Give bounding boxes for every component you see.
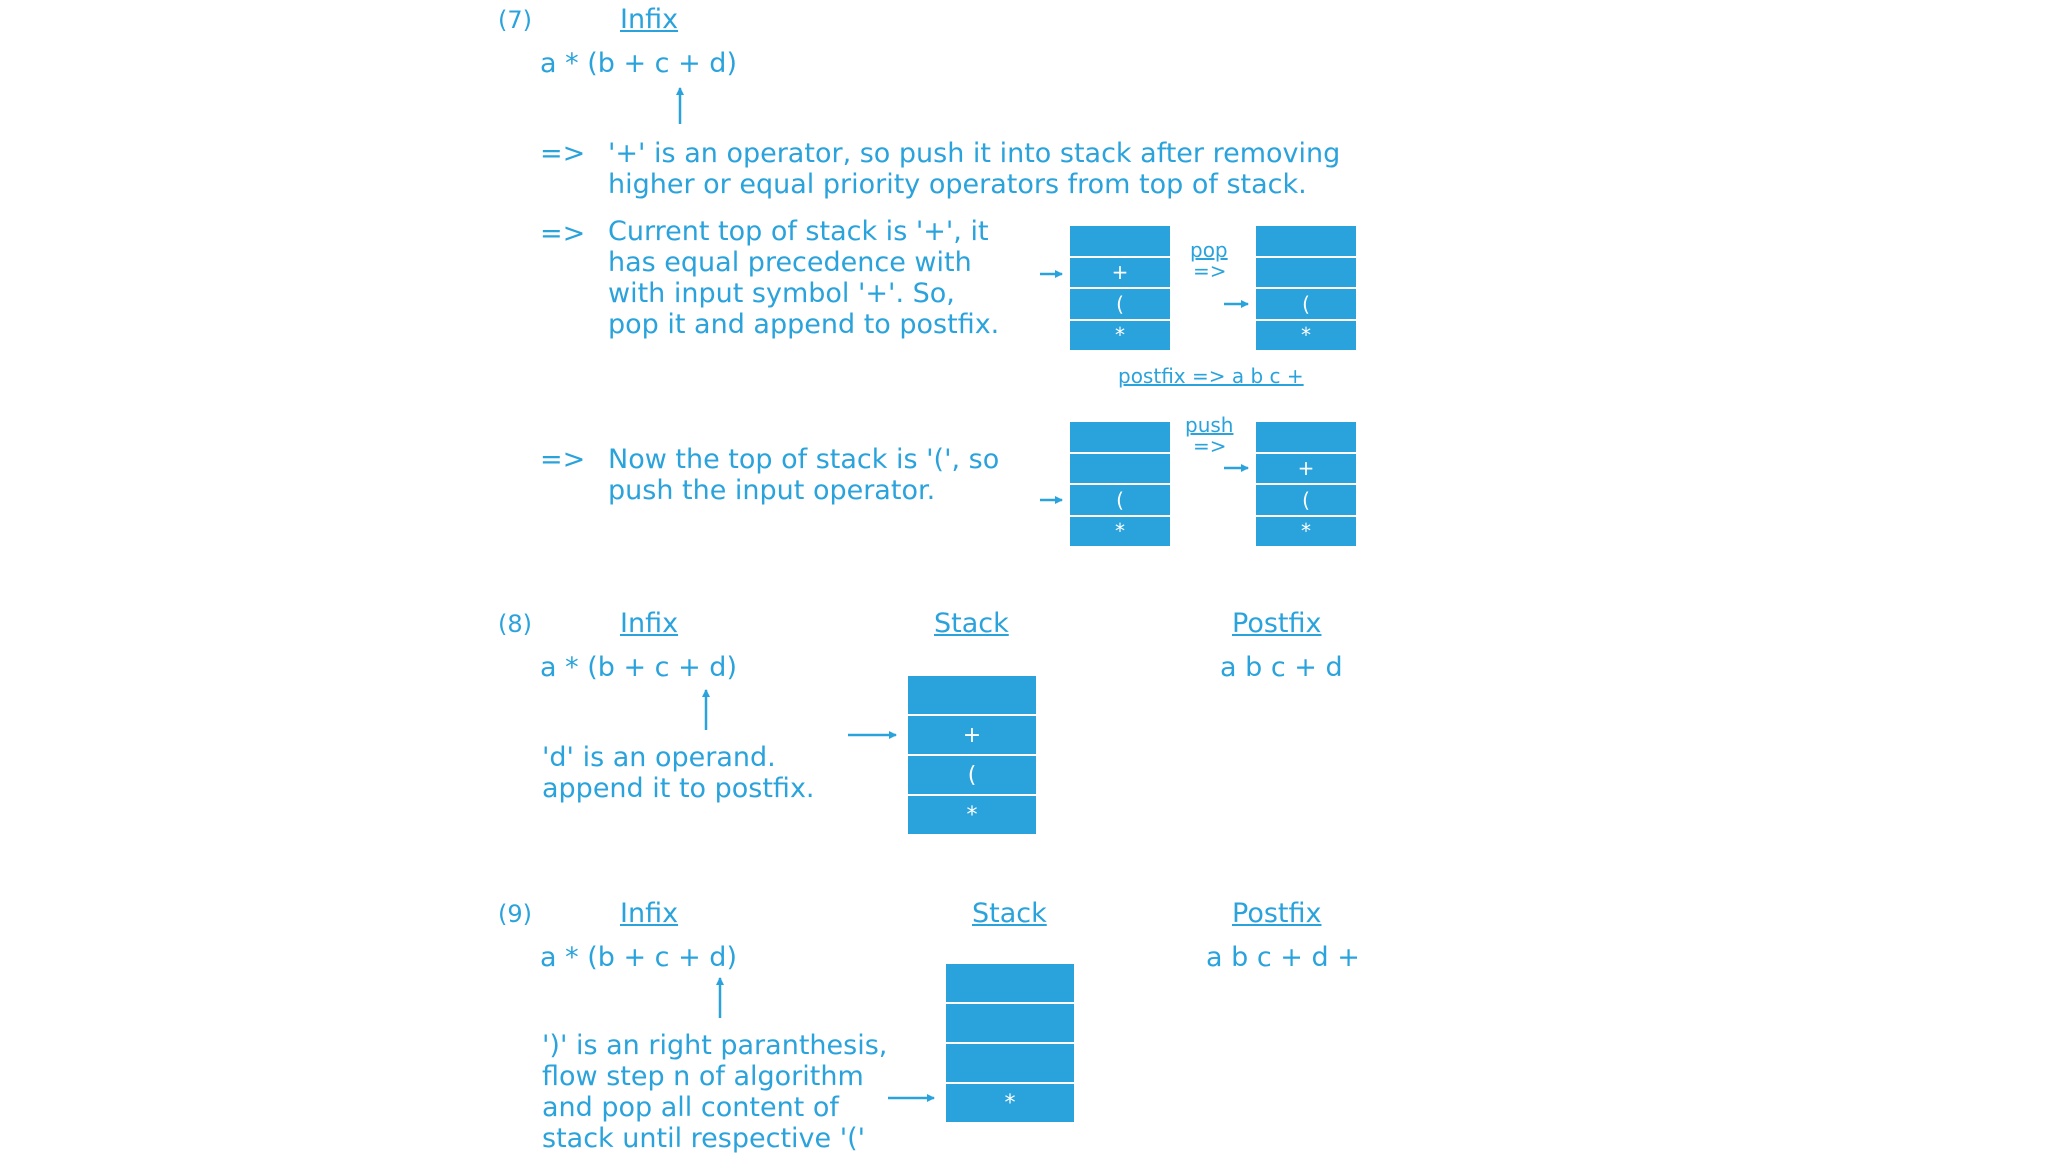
postfix-caption: postfix => a b c + — [1118, 364, 1304, 388]
stack-cell: ( — [1256, 483, 1356, 515]
step-7-note-2: Current top of stack is '+', it has equal precedence with with input symbol '+'. So, pop it and append to postfix. — [608, 216, 1000, 340]
step-8-stack-heading: Stack — [934, 608, 1009, 639]
stack-cell: + — [1070, 256, 1170, 288]
stack-cell: * — [1256, 319, 1356, 351]
stack-cell: + — [1256, 452, 1356, 484]
step-8-expression: a * (b + c + d) — [540, 652, 737, 683]
step-8-postfix: a b c + d — [1220, 652, 1343, 683]
step-7-stack-after-push — [1256, 422, 1356, 546]
step-7-note-3: Now the top of stack is '(', so push the input operator. — [608, 444, 1000, 506]
stack-cell — [1256, 226, 1356, 256]
stack-cell: ( — [1070, 287, 1170, 319]
stack-cell: * — [946, 1082, 1074, 1122]
step-9-infix-heading: Infix — [620, 898, 679, 929]
step-7-stack-before-pop — [1070, 226, 1170, 350]
stack-cell — [946, 964, 1074, 1002]
stack-cell — [946, 1002, 1074, 1042]
stack-cell — [908, 676, 1036, 714]
push-arrow: => — [1193, 434, 1227, 458]
stack-cell: * — [1070, 515, 1170, 547]
step-7-stack-after-pop — [1256, 226, 1356, 350]
step-7-infix-heading: Infix — [620, 4, 679, 35]
stack-cell — [1070, 226, 1170, 256]
push-label: push — [1185, 413, 1234, 437]
stack-cell: * — [1256, 515, 1356, 547]
stack-cell: * — [908, 794, 1036, 834]
stack-cell — [1070, 452, 1170, 484]
stack-cell — [946, 1042, 1074, 1082]
step-8-postfix-heading: Postfix — [1232, 608, 1322, 639]
step-7-stack-before-push — [1070, 422, 1170, 546]
step-7-expression: a * (b + c + d) — [540, 48, 737, 79]
step-8-infix-heading: Infix — [620, 608, 679, 639]
pop-arrow: => — [1193, 259, 1227, 283]
step-9-stack-heading: Stack — [972, 898, 1047, 929]
step-9-postfix: a b c + d + — [1206, 942, 1360, 973]
stack-cell: ( — [1070, 483, 1170, 515]
step-8-number: (8) — [498, 610, 532, 638]
stack-cell: + — [908, 714, 1036, 754]
step-7-arrow-marker-3: => — [540, 444, 586, 475]
pop-label: pop — [1190, 238, 1228, 262]
step-7-arrow-marker-1: => — [540, 138, 586, 169]
step-9-expression: a * (b + c + d) — [540, 942, 737, 973]
stack-cell — [1256, 256, 1356, 288]
step-7-arrow-marker-2: => — [540, 218, 586, 249]
step-9-stack — [946, 964, 1074, 1122]
step-7-number: (7) — [498, 6, 532, 34]
step-9-note: ')' is an right paranthesis, flow step n of algorithm and pop all content of stack until respective '(' — [542, 1030, 888, 1154]
stack-cell — [1256, 422, 1356, 452]
step-7-note-1: '+' is an operator, so push it into stack after removing higher or equal priority operators from top of stack. — [608, 138, 1341, 200]
stack-cell: ( — [908, 754, 1036, 794]
stack-cell — [1070, 422, 1170, 452]
step-9-number: (9) — [498, 900, 532, 928]
step-9-postfix-heading: Postfix — [1232, 898, 1322, 929]
stack-cell: * — [1070, 319, 1170, 351]
stack-cell: ( — [1256, 287, 1356, 319]
step-8-stack — [908, 676, 1036, 834]
step-8-note: 'd' is an operand. append it to postfix. — [542, 742, 815, 804]
